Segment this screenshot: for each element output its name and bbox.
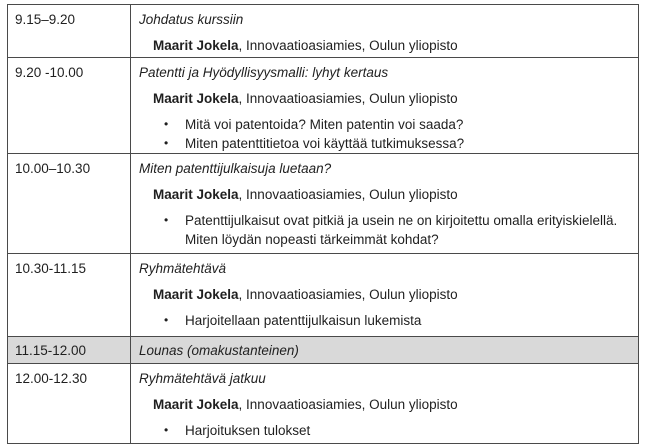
- speaker-line: [153, 395, 628, 414]
- table-row: [8, 154, 639, 254]
- speaker-line: [153, 185, 628, 204]
- table-row-highlighted: [8, 337, 639, 364]
- bullet-list: [139, 211, 628, 249]
- session-title: Lounas (omakustanteinen): [139, 343, 299, 358]
- speaker-name: Maarit Jokela: [153, 38, 239, 53]
- speaker-name: Maarit Jokela: [153, 287, 239, 302]
- bullet-icon: •: [164, 313, 169, 327]
- time-cell: 12.00-12.30: [8, 364, 131, 444]
- time-cell: 11.15-12.00: [8, 337, 131, 364]
- session-title: Patentti ja Hyödyllisyysmalli: lyhyt kertaus: [139, 65, 389, 80]
- bullet-item: [139, 311, 628, 330]
- session-title: Johdatus kurssiin: [139, 12, 244, 27]
- bullet-list: [139, 311, 628, 330]
- bullet-item: [139, 421, 628, 440]
- bullet-text: Patenttijulkaisut ovat pitkiä ja usein ne on kirjoitettu omalla erityiskielellä. Miten löydän nopeasti tärkeimmät kohdat?: [185, 213, 618, 247]
- table-row: [8, 58, 639, 154]
- bullet-text: Miten patenttitietoa voi käyttää tutkimuksessa?: [185, 136, 465, 151]
- session-title: Ryhmätehtävä: [139, 261, 227, 276]
- session-cell: [131, 154, 639, 254]
- bullet-item: [139, 134, 628, 153]
- session-cell: [131, 337, 639, 364]
- session-cell: [131, 254, 639, 337]
- bullet-list: [139, 421, 628, 440]
- bullet-text: Harjoituksen tulokset: [185, 423, 311, 438]
- speaker-line: [153, 36, 628, 55]
- time-cell: 9.20 -10.00: [8, 58, 131, 154]
- schedule-table: [7, 4, 639, 444]
- session-cell: [131, 5, 639, 58]
- time-cell: 10.30-11.15: [8, 254, 131, 337]
- session-cell: [131, 364, 639, 444]
- table-row: [8, 5, 639, 58]
- bullet-icon: •: [164, 117, 169, 131]
- speaker-affiliation: , Innovaatioasiamies, Oulun yliopisto: [238, 187, 458, 202]
- session-cell: [131, 58, 639, 154]
- bullet-item: [139, 115, 628, 134]
- table-row: [8, 364, 639, 444]
- speaker-line: [153, 89, 628, 108]
- session-title: Miten patenttijulkaisuja luetaan?: [139, 161, 332, 176]
- speaker-name: Maarit Jokela: [153, 187, 239, 202]
- speaker-affiliation: , Innovaatioasiamies, Oulun yliopisto: [238, 38, 458, 53]
- time-cell: 10.00–10.30: [8, 154, 131, 254]
- speaker-affiliation: , Innovaatioasiamies, Oulun yliopisto: [238, 287, 458, 302]
- bullet-item: [139, 211, 628, 249]
- bullet-list: [139, 115, 628, 153]
- speaker-line: [153, 285, 628, 304]
- speaker-name: Maarit Jokela: [153, 397, 239, 412]
- time-cell: 9.15–9.20: [8, 5, 131, 58]
- bullet-text: Harjoitellaan patenttijulkaisun lukemista: [185, 313, 422, 328]
- speaker-affiliation: , Innovaatioasiamies, Oulun yliopisto: [238, 91, 458, 106]
- bullet-text: Mitä voi patentoida? Miten patentin voi saada?: [185, 117, 464, 132]
- speaker-name: Maarit Jokela: [153, 91, 239, 106]
- table-row: [8, 254, 639, 337]
- session-title: Ryhmätehtävä jatkuu: [139, 371, 266, 386]
- bullet-icon: •: [164, 136, 169, 150]
- speaker-affiliation: , Innovaatioasiamies, Oulun yliopisto: [238, 397, 458, 412]
- bullet-icon: •: [164, 423, 169, 437]
- bullet-icon: •: [164, 213, 169, 227]
